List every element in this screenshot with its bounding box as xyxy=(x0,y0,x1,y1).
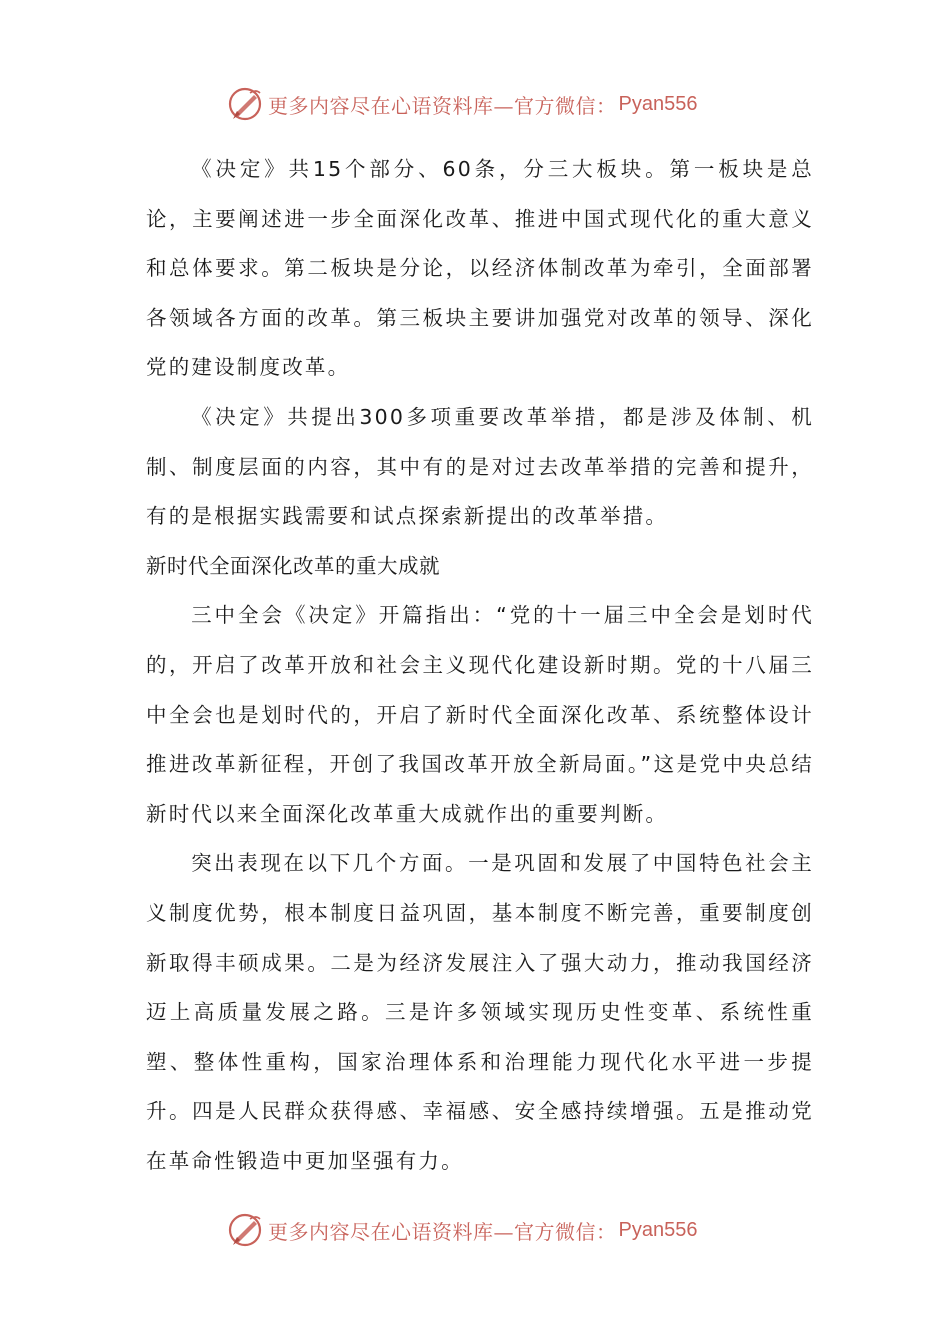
paragraph: 三中全会《决定》开篇指出：“党的十一届三中全会是划时代的，开启了改革开放和社会主义现代化建设新时期。党的十八届三中全会也是划时代的，开启了新时代全面深化改革、系统整体设计推进改革新征程，开创了我国改革开放全新局面。”这是党中央总结新时代以来全面深化改革重大成就作出的重要判断。 xyxy=(146,603,814,826)
document-body xyxy=(146,145,814,1186)
section-heading: 新时代全面深化改革的重大成就 xyxy=(146,553,440,578)
watermark-text: 更多内容尽在心语资料库—官方微信： xyxy=(268,93,617,118)
paragraph: 《决定》共15个部分、60条，分三大板块。第一板块是总论，主要阐述进一步全面深化改革、推进中国式现代化的重大意义和总体要求。第二板块是分论，以经济体制改革为牵引，全面部署各领域各方面的改革。第三板块主要讲加强党对改革的领导、深化党的建设制度改革。 xyxy=(146,157,814,380)
paragraph: 突出表现在以下几个方面。一是巩固和发展了中国特色社会主义制度优势，根本制度日益巩固，基本制度不断完善，重要制度创新取得丰硕成果。二是为经济发展注入了强大动力，推动我国经济迈上高质量发展之路。三是许多领域实现历史性变革、系统性重塑、整体性重构，国家治理体系和治理能力现代化水平进一步提升。四是人民群众获得感、幸福感、安全感持续增强。五是推动党在革命性锻造中更加坚强有力。 xyxy=(146,851,814,1173)
pen-logo-icon xyxy=(226,85,264,123)
watermark-wechat-id: Pyan556 xyxy=(618,92,698,115)
paragraph: 《决定》共提出300多项重要改革举措，都是涉及体制、机制、制度层面的内容，其中有的是对过去改革举措的完善和提升，有的是根据实践需要和试点探索新提出的改革举措。 xyxy=(146,404,814,529)
watermark-header xyxy=(226,84,697,124)
watermark-text: 更多内容尽在心语资料库—官方微信： xyxy=(268,1219,617,1244)
watermark-footer xyxy=(226,1210,697,1250)
watermark-wechat-id: Pyan556 xyxy=(618,1218,698,1241)
pen-logo-icon xyxy=(226,1211,264,1249)
